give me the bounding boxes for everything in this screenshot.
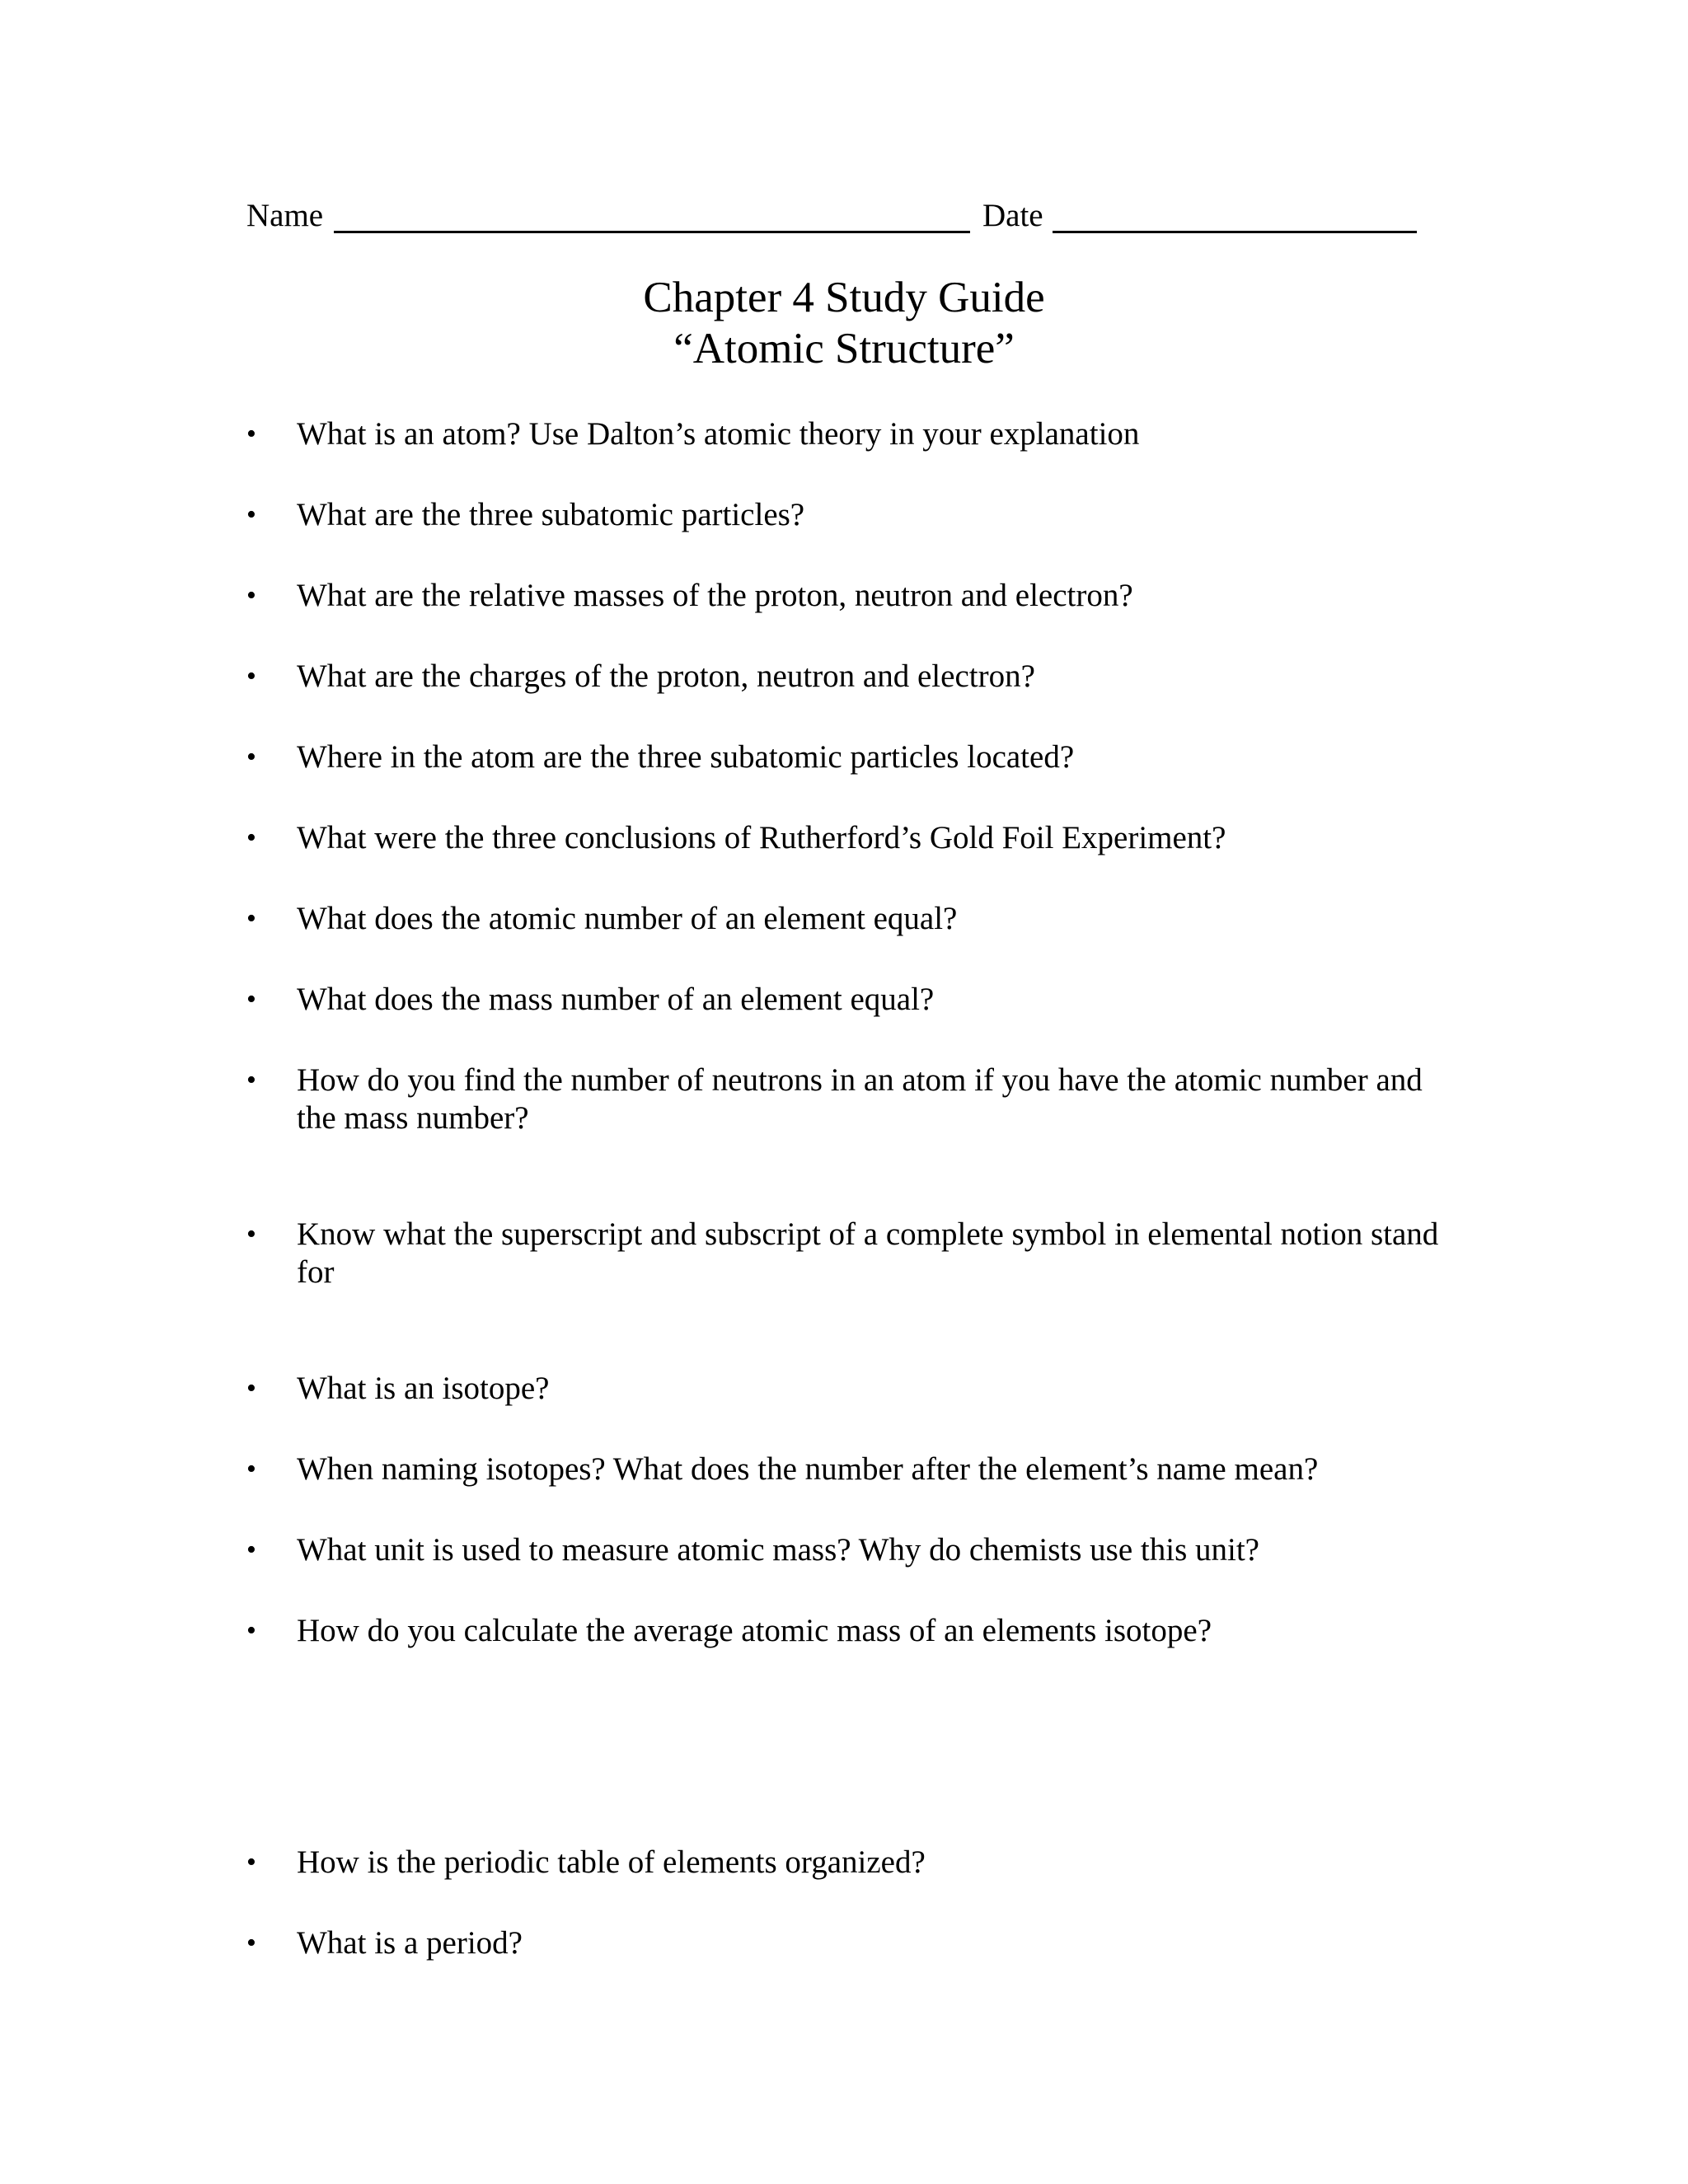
question-text: What is an isotope? [297, 1371, 550, 1406]
bullet-icon: • [246, 1065, 256, 1095]
bullet-icon: • [246, 580, 256, 611]
bullet-icon: • [246, 1454, 256, 1484]
bullet-icon: • [246, 1928, 256, 1958]
bullet-icon: • [246, 984, 256, 1015]
name-date-header [246, 194, 1417, 237]
bullet-icon: • [246, 1615, 256, 1646]
bullet-icon: • [246, 1219, 256, 1249]
question-text: How is the periodic table of elements organized? [297, 1844, 926, 1880]
question-text: What are the relative masses of the proton, neutron and electron? [297, 578, 1133, 613]
bullet-icon: • [246, 1373, 256, 1404]
bullet-icon: • [246, 1847, 256, 1877]
question-text: What are the charges of the proton, neutron and electron? [297, 658, 1035, 694]
question-text: How do you calculate the average atomic mass of an elements isotope? [297, 1613, 1212, 1648]
name-field-line[interactable] [334, 231, 970, 233]
question-text: How do you find the number of neutrons in an atom if you have the atomic number and the mass number? [297, 1062, 1423, 1136]
bullet-icon: • [246, 419, 256, 449]
question-text: When naming isotopes? What does the number after the element’s name mean? [297, 1451, 1319, 1487]
question-text: What does the atomic number of an element equal? [297, 901, 958, 936]
title-line-2: “Atomic Structure” [673, 325, 1015, 373]
question-text: What is a period? [297, 1925, 523, 1961]
question-text: What does the mass number of an element equal? [297, 982, 935, 1017]
bullet-icon: • [246, 903, 256, 934]
bullet-icon: • [246, 823, 256, 853]
page-title [0, 272, 1688, 374]
question-text: What unit is used to measure atomic mass? Why do chemists use this unit? [297, 1532, 1259, 1568]
date-label: Date [982, 198, 1043, 233]
question-text: What is an atom? Use Dalton’s atomic theory in your explanation [297, 416, 1140, 452]
question-text: Where in the atom are the three subatomic particles located? [297, 739, 1075, 775]
question-text: What were the three conclusions of Rutherford’s Gold Foil Experiment? [297, 820, 1226, 855]
question-text: What are the three subatomic particles? [297, 497, 805, 532]
bullet-icon: • [246, 499, 256, 530]
bullet-icon: • [246, 742, 256, 772]
question-text: Know what the superscript and subscript of a complete symbol in elemental notion stand for [297, 1216, 1439, 1290]
bullet-icon: • [246, 1535, 256, 1565]
bullet-icon: • [246, 661, 256, 691]
title-line-1: Chapter 4 Study Guide [643, 274, 1045, 321]
name-label: Name [246, 198, 324, 233]
date-field-line[interactable] [1053, 231, 1417, 233]
